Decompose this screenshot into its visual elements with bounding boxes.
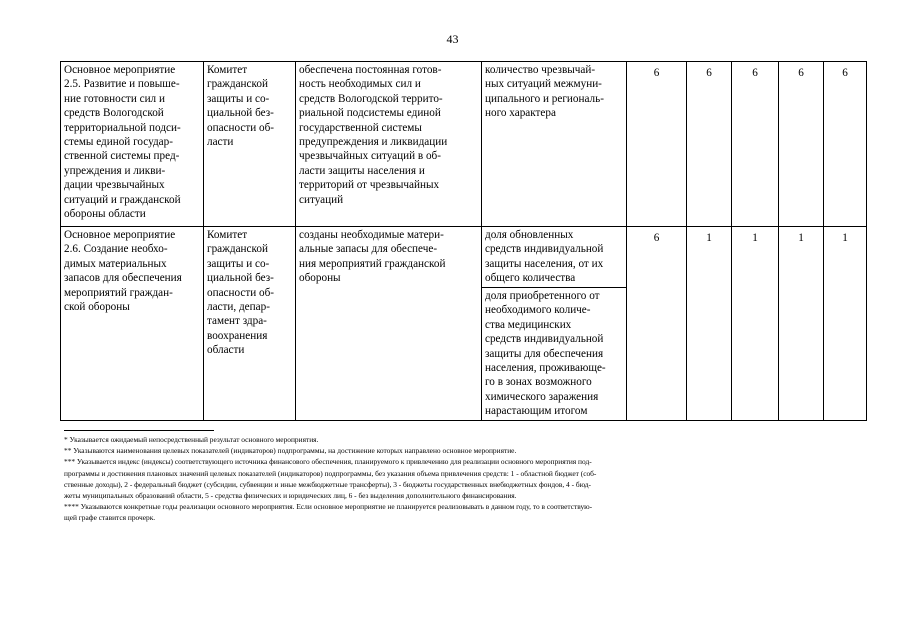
activity-cell: Основное мероприятие 2.6. Создание необхо- димых материальных запасов для обеспечения мероприятий граждан- ской обороны bbox=[61, 227, 204, 421]
executor-cell: Комитет гражданской защиты и со- циальной без- опасности об- ласти, депар- тамент здра- воохранения области bbox=[204, 227, 296, 421]
page-number: 43 bbox=[446, 32, 459, 46]
value-cell: 6 bbox=[627, 227, 687, 421]
value-cell: 6 bbox=[687, 62, 732, 227]
indicator-cell: доля приобретенного от необходимого количе- ства медицинских средств индивидуальной защиты для обеспечения населения, проживающе- го в зонах возможного химического заражения нарастающим итогом bbox=[482, 288, 627, 421]
footnote-divider bbox=[64, 430, 214, 431]
footnotes bbox=[64, 430, 854, 524]
activity-cell: Основное мероприятие 2.5. Развитие и повыше- ние готовности сил и средств Вологодской территориальной подси- стемы единой государ- ственной системы пред- упреждения и ликви- дации чрезвычайных ситуаций и гражданской обороны области bbox=[61, 62, 204, 227]
footnote: *** Указывается индекс (индексы) соответствующего источника финансового обеспечения, планируемого к привлечению для реализации основного мероприятия под- программы и достижения плановых значений целевых показателей (индикаторов) подпрограммы, без указания объема привлечения средств: 1 - областной бюджет (соб- ственные доходы), 2 - федеральный бюджет (субсидии, субвенции и иные межбюджетные трансферты), 3 - бюджеты государственных внебюджетных фондов, 4 - бюд- жеты муниципальных образований области, 5 - средства физических и юридических лиц, 6 - без выделения дополнительного финансирования. bbox=[64, 457, 597, 501]
value-cell: 1 bbox=[779, 227, 824, 421]
result-cell: обеспечена постоянная готов- ность необходимых сил и средств Вологодской террито- риальной подсистемы единой государственной системы предупреждения и ликвидации чрезвычайных ситуаций в об- ласти защиты населения и территорий от чрезвычайных ситуаций bbox=[296, 62, 482, 227]
result-cell: созданы необходимые матери- альные запасы для обеспече- ния мероприятий гражданской обороны bbox=[296, 227, 482, 421]
executor-cell: Комитет гражданской защиты и со- циальной без- опасности об- ласти bbox=[204, 62, 296, 227]
value-cell: 6 bbox=[779, 62, 824, 227]
indicator-cell: доля обновленных средств индивидуальной защиты населения, от их общего количества bbox=[482, 227, 627, 288]
table-row bbox=[61, 227, 867, 288]
value-cell: 1 bbox=[824, 227, 867, 421]
value-cell: 6 bbox=[627, 62, 687, 227]
footnote: * Указывается ожидаемый непосредственный результат основного мероприятия. bbox=[64, 435, 319, 444]
value-cell: 1 bbox=[687, 227, 732, 421]
activities-table bbox=[60, 61, 867, 421]
value-cell: 6 bbox=[824, 62, 867, 227]
value-cell: 6 bbox=[732, 62, 779, 227]
table-row bbox=[61, 62, 867, 227]
footnote: **** Указываются конкретные годы реализации основного мероприятия. Если основное мероприятие не планируется реализовывать в данном году, то в соответствую- щей графе ставится прочерк. bbox=[64, 502, 593, 523]
value-cell: 1 bbox=[732, 227, 779, 421]
indicator-cell: количество чрезвычай- ных ситуаций межмуни- ципального и региональ- ного характера bbox=[482, 62, 627, 227]
footnote: ** Указываются наименования целевых показателей (индикаторов) подпрограммы, на достижение которых направлено основное мероприятие. bbox=[64, 446, 517, 456]
